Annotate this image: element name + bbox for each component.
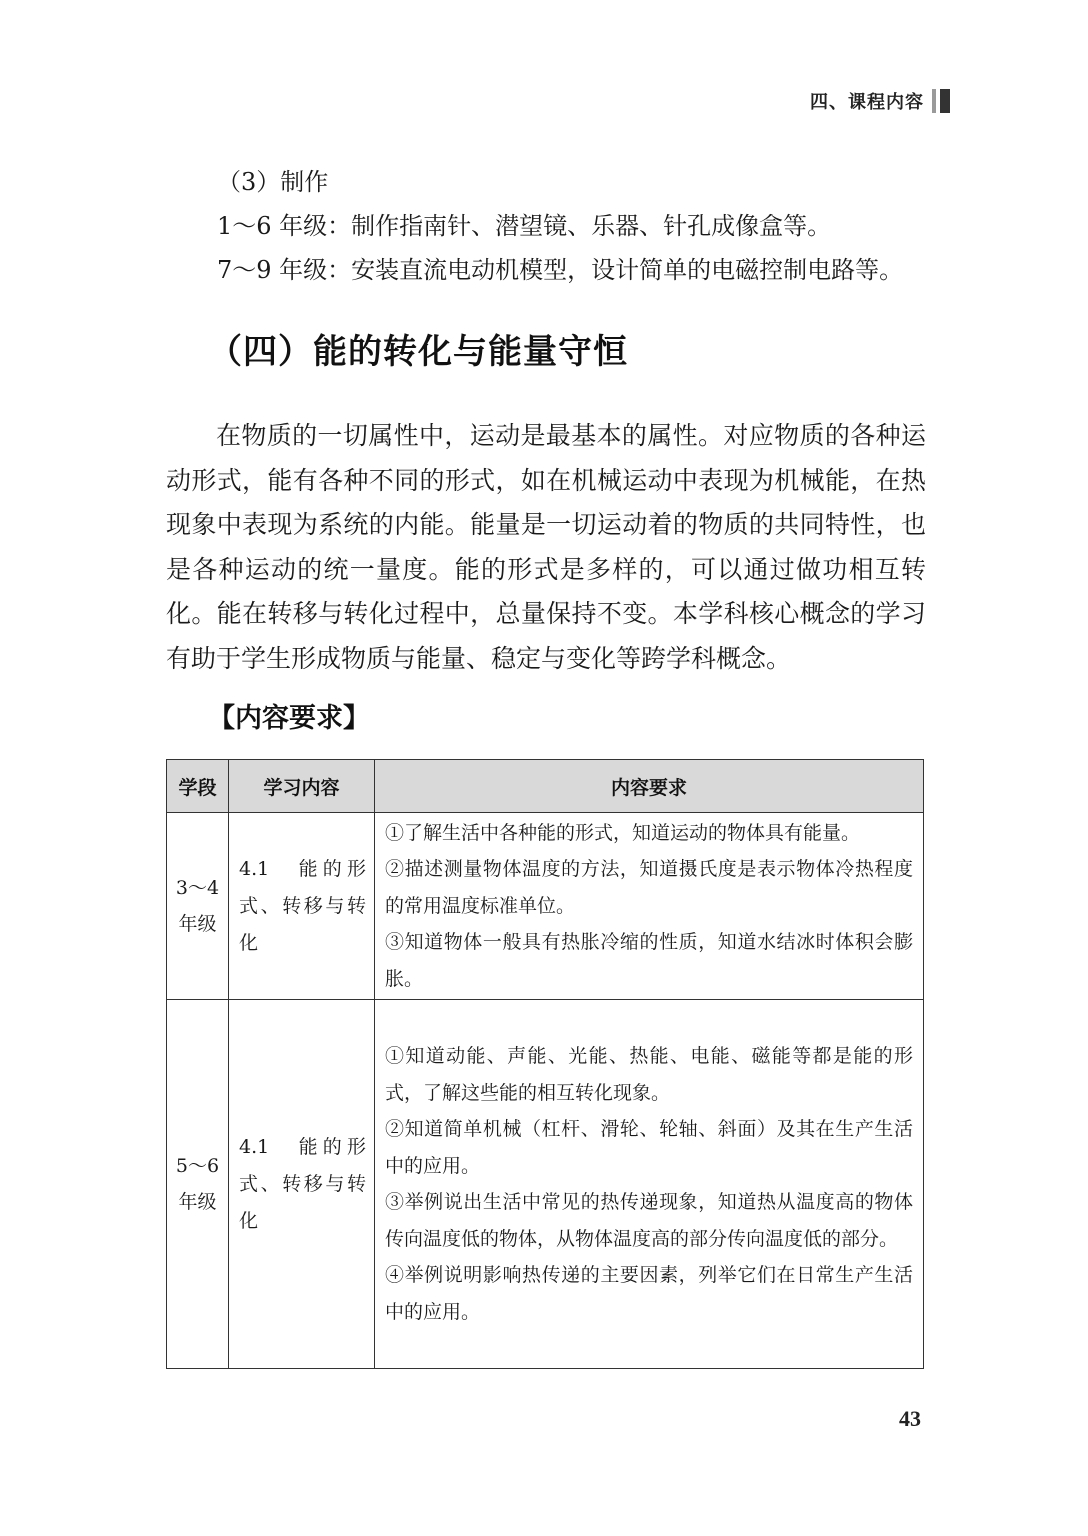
table-header-row — [167, 760, 924, 813]
running-header — [810, 88, 950, 114]
stage-label: 年级 — [178, 1191, 217, 1213]
page-number: 43 — [899, 1406, 921, 1431]
table-row — [167, 1000, 924, 1369]
requirement-item: ③举例说出生活中常见的热传递现象，知道热从温度高的物体传向温度低的物体，从物体温度高的部分传向温度低的部分。 — [385, 1191, 913, 1250]
table-row — [167, 813, 924, 1000]
requirement-item: ③知道物体一般具有热胀冷缩的性质，知道水结冰时体积会膨胀。 — [385, 931, 913, 990]
header-stage: 学段 — [167, 760, 229, 813]
header-requirements: 内容要求 — [375, 760, 924, 813]
requirement-item: ②描述测量物体温度的方法，知道摄氏度是表示物体冷热程度的常用温度标准单位。 — [385, 858, 913, 917]
running-header-text: 四、课程内容 — [810, 92, 924, 113]
requirement-item: ①了解生活中各种能的形式，知道运动的物体具有能量。 — [385, 821, 861, 844]
requirement-item: ①知道动能、声能、光能、热能、电能、磁能等都是能的形式，了解这些能的相互转化现象。 — [385, 1045, 913, 1104]
topic-cell: 4.1 能的形式、转移与转化 — [229, 1000, 375, 1369]
stage-label: 年级 — [178, 913, 217, 935]
stage-cell — [167, 813, 229, 1000]
requirement-item: ②知道简单机械（杠杆、滑轮、轮轴、斜面）及其在生产生活中的应用。 — [385, 1118, 913, 1177]
requirements-cell — [375, 813, 924, 1000]
making-grade-1-6: 1～6 年级：制作指南针、潜望镜、乐器、针孔成像盒等。 — [217, 212, 832, 240]
requirements-title: 【内容要求】 — [208, 703, 370, 734]
making-section — [217, 160, 903, 292]
header-bar-icon — [932, 89, 950, 113]
making-heading: （3）制作 — [217, 168, 329, 196]
requirements-cell — [375, 1000, 924, 1369]
section-heading: （四）能的转化与能量守恒 — [208, 332, 628, 372]
making-grade-7-9: 7～9 年级：安装直流电动机模型，设计简单的电磁控制电路等。 — [217, 256, 904, 284]
requirements-table — [166, 759, 924, 1369]
stage-cell — [167, 1000, 229, 1369]
intro-paragraph: 在物质的一切属性中，运动是最基本的属性。对应物质的各种运动形式，能有各种不同的形式，如在机械运动中表现为机械能，在热现象中表现为系统的内能。能量是一切运动着的物质的共同特性，也是各种运动的统一量度。能的形式是多样的，可以通过做功相互转化。能在转移与转化过程中，总量保持不变。本学科核心概念的学习有助于学生形成物质与能量、稳定与变化等跨学科概念。 — [166, 421, 926, 673]
stage-range: 3～4 — [175, 877, 220, 899]
header-topic: 学习内容 — [229, 760, 375, 813]
stage-range: 5～6 — [175, 1155, 220, 1177]
requirement-item: ④举例说明影响热传递的主要因素，列举它们在日常生产生活中的应用。 — [385, 1264, 913, 1323]
topic-cell: 4.1 能的形式、转移与转化 — [229, 813, 375, 1000]
